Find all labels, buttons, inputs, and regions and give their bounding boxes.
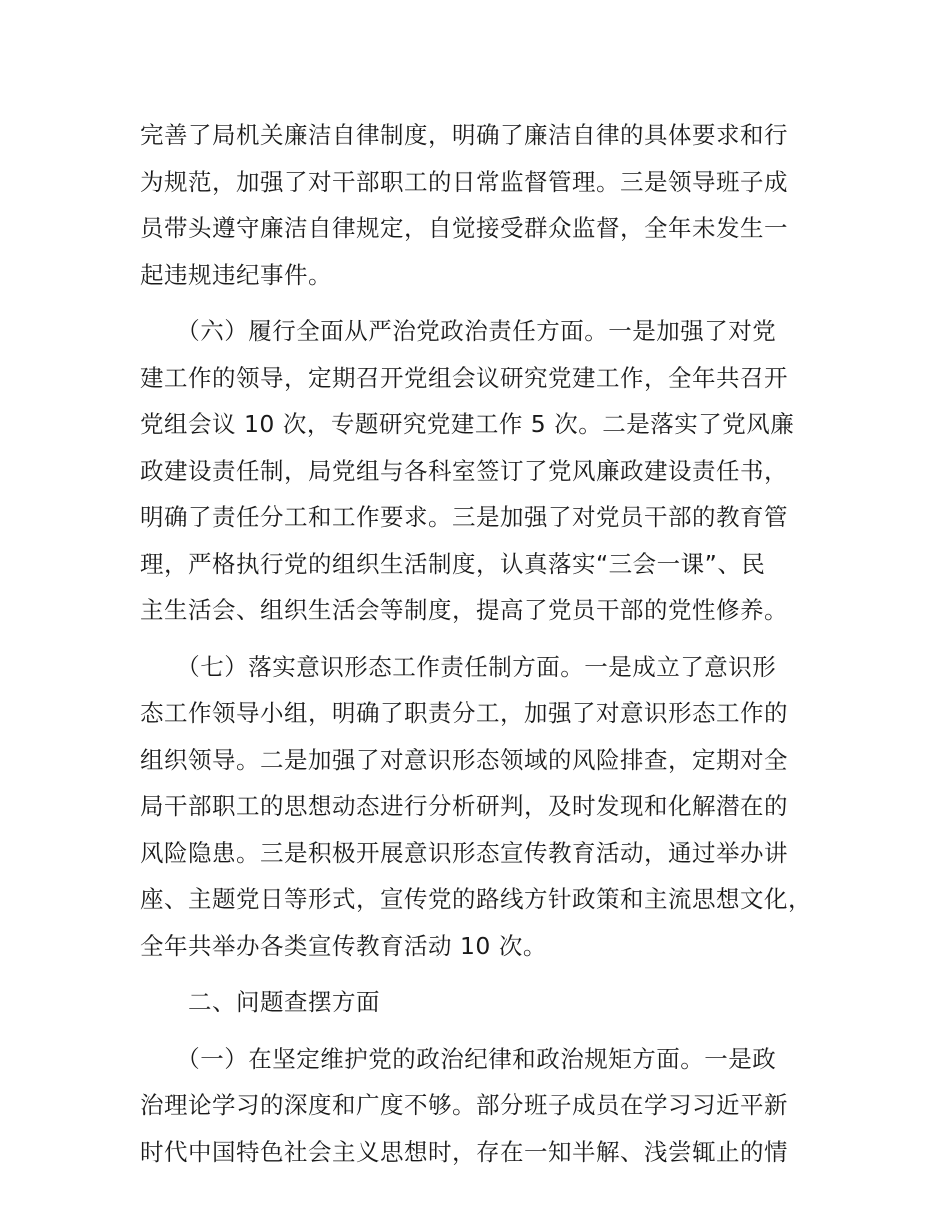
paragraph-gap: [140, 298, 840, 308]
text-line: 组织领导。二是加强了对意识形态领域的风险排查，定期对全: [140, 745, 788, 774]
paragraph-gap: [140, 1026, 840, 1036]
text-line: 政建设责任制，局党组与各科室签订了党风廉政建设责任书，: [140, 456, 788, 485]
text-line: 为规范，加强了对干部职工的日常监督管理。三是领导班子成: [140, 167, 788, 196]
text-line: 理，严格执行党的组织生活制度，认真落实“三会一课”、民: [140, 549, 766, 578]
paragraph-section-seven: [140, 644, 840, 970]
paragraph-section-heading-two: [140, 979, 840, 1026]
paragraph-integrity-rules: [140, 112, 840, 298]
text-line: 起违规违纪事件。: [140, 260, 332, 289]
paragraph-gap: [140, 634, 840, 644]
text-line: 局干部职工的思想动态进行分析研判，及时发现和化解潜在的: [140, 792, 788, 820]
text-line: 治理论学习的深度和广度不够。部分班子成员在学习习近平新: [140, 1091, 788, 1119]
section-heading-line: （七）落实意识形态工作责任制方面。一是成立了意识形: [140, 652, 777, 681]
text-line: 完善了局机关廉洁自律制度，明确了廉洁自律的具体要求和行: [140, 121, 788, 149]
document-body: [140, 112, 840, 1175]
text-line: 全年共举办各类宣传教育活动 10 次。: [140, 931, 547, 960]
section-heading-line: （一）在坚定维护党的政治纪律和政治规矩方面。一是政: [140, 1044, 777, 1073]
text-line: 主生活会、组织生活会等制度，提高了党员干部的党性修养。: [140, 596, 788, 624]
text-line: 时代中国特色社会主义思想时，存在一知半解、浅尝辄止的情: [140, 1137, 788, 1166]
text-line: 党组会议 10 次，专题研究党建工作 5 次。二是落实了党风廉: [140, 410, 795, 438]
section-heading-line: （六）履行全面从严治党政治责任方面。一是加强了对党: [140, 317, 777, 345]
text-line: 明确了责任分工和工作要求。三是加强了对党员干部的教育管: [140, 503, 788, 531]
paragraph-gap: [140, 969, 840, 979]
paragraph-section-six: [140, 308, 840, 634]
text-line: 座、主题党日等形式，宣传党的路线方针政策和主流思想文化，: [140, 885, 812, 913]
paragraph-subsection-one: [140, 1036, 840, 1176]
text-line: 员带头遵守廉洁自律规定，自觉接受群众监督，全年未发生一: [140, 214, 788, 242]
chapter-heading: 二、问题查摆方面: [140, 988, 380, 1016]
text-line: 建工作的领导，定期召开党组会议研究党建工作，全年共召开: [140, 363, 788, 392]
text-line: 风险隐患。三是积极开展意识形态宣传教育活动，通过举办讲: [140, 838, 788, 867]
text-line: 态工作领导小组，明确了职责分工，加强了对意识形态工作的: [140, 699, 788, 727]
